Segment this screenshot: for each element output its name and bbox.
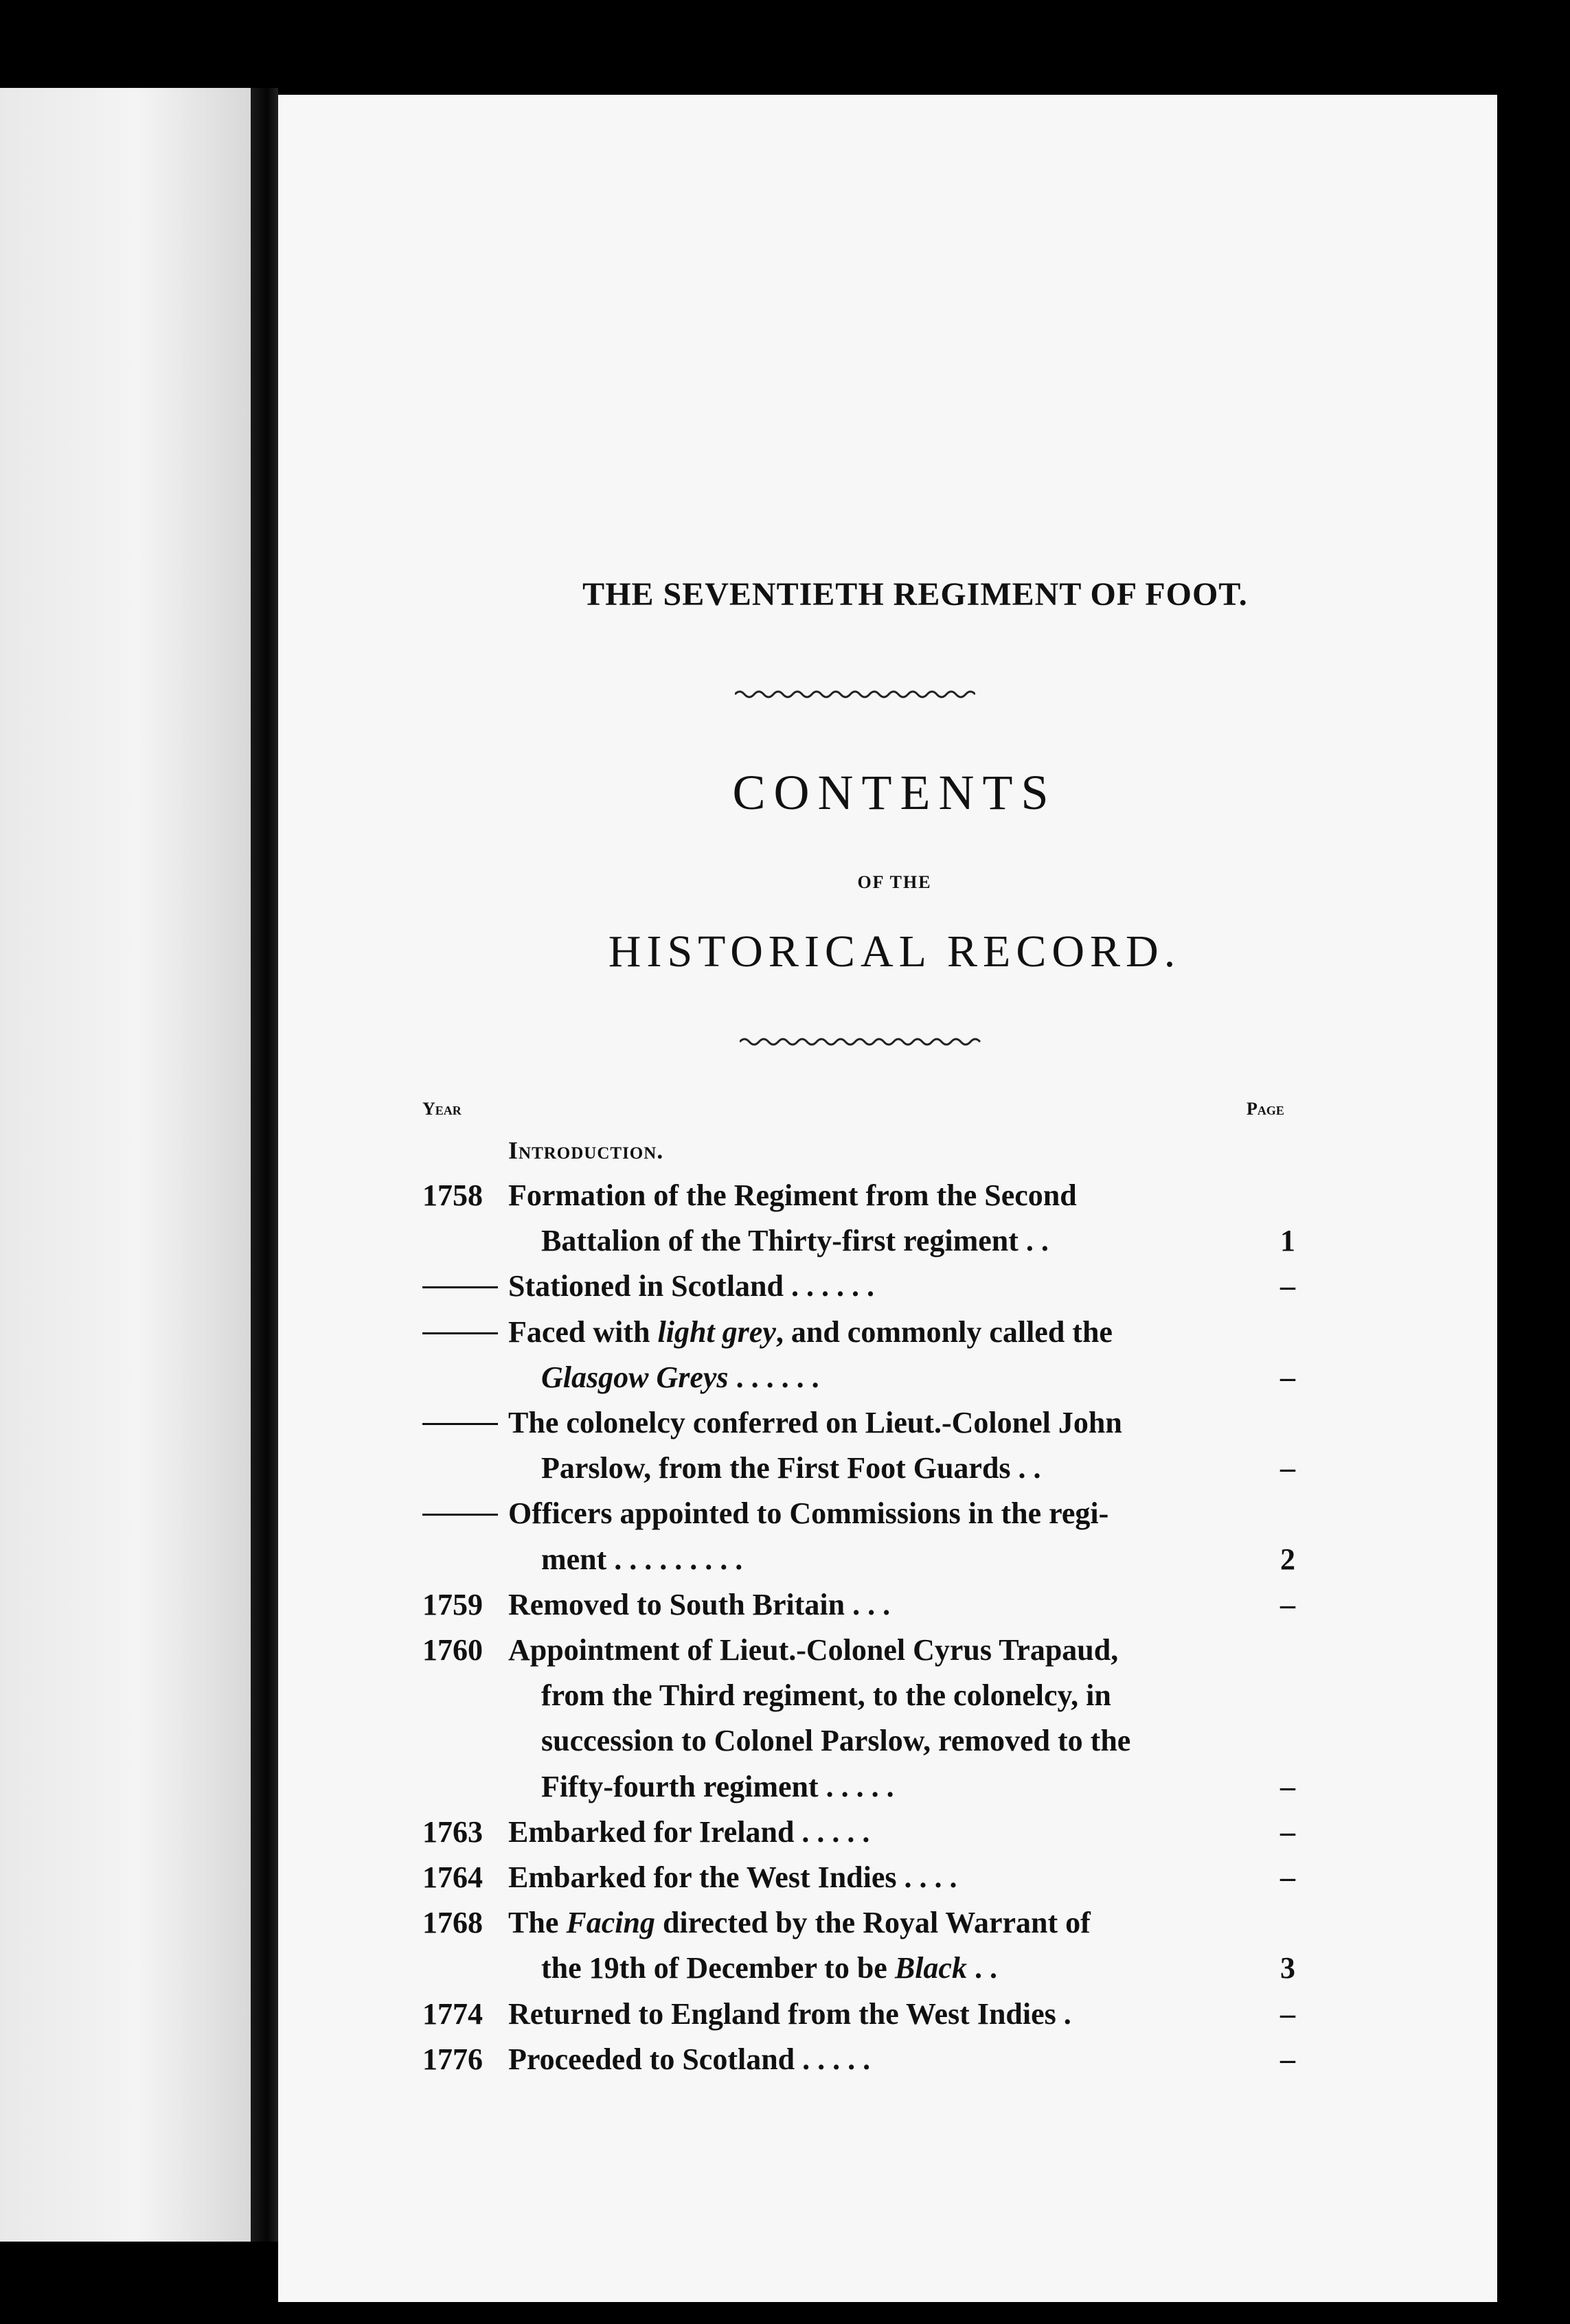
toc-entry-line [278,1673,1446,1718]
toc-entry-line [278,1718,1446,1764]
toc-entry-line [278,1355,1446,1400]
decorative-rule-top [735,687,975,702]
toc-year: 1776 [422,2042,483,2076]
toc-entry-line [278,1992,1446,2037]
toc-page-number: – [1280,1587,1295,1621]
introduction-entry: Introduction. [508,1137,664,1164]
toc-entry-text: Fifty-fourth regiment . . . . . [541,1769,894,1803]
toc-entry-text: The colonelcy conferred on Lieut.-Colonel John [508,1406,1122,1439]
toc-entry-line [278,1582,1446,1628]
toc-entry-text: Embarked for Ireland . . . . . [508,1814,870,1849]
toc-page-number: – [1280,1860,1295,1894]
toc-entry-line [278,1855,1446,1900]
column-header-page: Page [1247,1099,1284,1119]
toc-page-number: – [1280,1360,1295,1394]
toc-page-number: – [1280,1769,1295,1803]
toc-year: 1764 [422,1860,483,1894]
toc-page-number: 3 [1280,1951,1295,1985]
toc-page-number: – [1280,1451,1295,1485]
toc-entry-line [278,1491,1446,1536]
toc-entry-text: Removed to South Britain . . . [508,1587,891,1621]
toc-entry-line [278,1446,1446,1491]
toc-entry-line [278,1810,1446,1855]
contents-title: CONTENTS [732,765,1057,820]
toc-year: 1763 [422,1814,483,1849]
toc-entry-line [278,1537,1446,1582]
toc-entry-text: Battalion of the Thirty-first regiment . . [541,1224,1049,1258]
left-page-margin [0,88,251,2242]
toc-entry-text: ment . . . . . . . . . [541,1542,743,1576]
toc-year: 1768 [422,1906,483,1940]
toc-entry-text: Glasgow Greys . . . . . . [541,1360,819,1394]
toc-entry-line [278,1764,1446,1810]
toc-page-number: 1 [1280,1224,1295,1258]
column-header-year: Year [422,1099,462,1119]
toc-entry-text: succession to Colonel Parslow, removed to the [541,1724,1131,1758]
book-binding [251,88,278,2242]
toc-page-number: – [1280,2042,1295,2076]
toc-entry-text: The Facing directed by the Royal Warrant of [508,1906,1091,1940]
toc-page-number: – [1280,1269,1295,1303]
toc-entry-text: Returned to England from the West Indies . [508,1996,1071,2031]
toc-entry-line [278,1900,1446,1946]
toc-year: 1758 [422,1178,483,1212]
toc-entry-text: Formation of the Regiment from the Second [508,1178,1077,1212]
ditto-dash [422,1423,498,1425]
toc-entry-line [278,1628,1446,1673]
toc-year: 1759 [422,1587,483,1621]
toc-entry-text: from the Third regiment, to the colonelcy, in [541,1678,1111,1713]
toc-entry-text: Officers appointed to Commissions in the regi- [508,1496,1109,1531]
record-title: HISTORICAL RECORD. [608,926,1181,977]
toc-entry-text: Stationed in Scotland . . . . . . [508,1269,874,1303]
toc-page-number: – [1280,1814,1295,1849]
toc-entry-text: the 19th of December to be Black . . [541,1951,997,1985]
toc-entry-text: Faced with light grey, and commonly called the [508,1314,1113,1349]
toc-page-number: – [1280,1996,1295,2031]
toc-entry-text: Proceeded to Scotland . . . . . [508,2042,871,2076]
ditto-dash [422,1332,498,1334]
regiment-title: THE SEVENTIETH REGIMENT OF FOOT. [582,576,1248,613]
toc-entry-text: Embarked for the West Indies . . . . [508,1860,957,1894]
toc-entry-line [278,1400,1446,1446]
toc-entry-line [278,1218,1446,1264]
toc-entry-line [278,1946,1446,1991]
toc-entry-text: Appointment of Lieut.-Colonel Cyrus Trapaud, [508,1633,1119,1667]
toc-entry-line [278,1310,1446,1355]
toc-entry-text: Parslow, from the First Foot Guards . . [541,1451,1041,1485]
scan-border [1497,95,1570,2302]
decorative-rule-bottom [740,1034,987,1049]
toc-year: 1760 [422,1633,483,1667]
ditto-dash [422,1286,498,1288]
toc-entry-line [278,1173,1446,1218]
of-the-label: OF THE [857,872,932,892]
toc-entry-line [278,2037,1446,2082]
document-page [278,95,1497,2302]
toc-year: 1774 [422,1996,483,2031]
toc-entry-line [278,1264,1446,1309]
ditto-dash [422,1514,498,1516]
toc-page-number: 2 [1280,1542,1295,1576]
